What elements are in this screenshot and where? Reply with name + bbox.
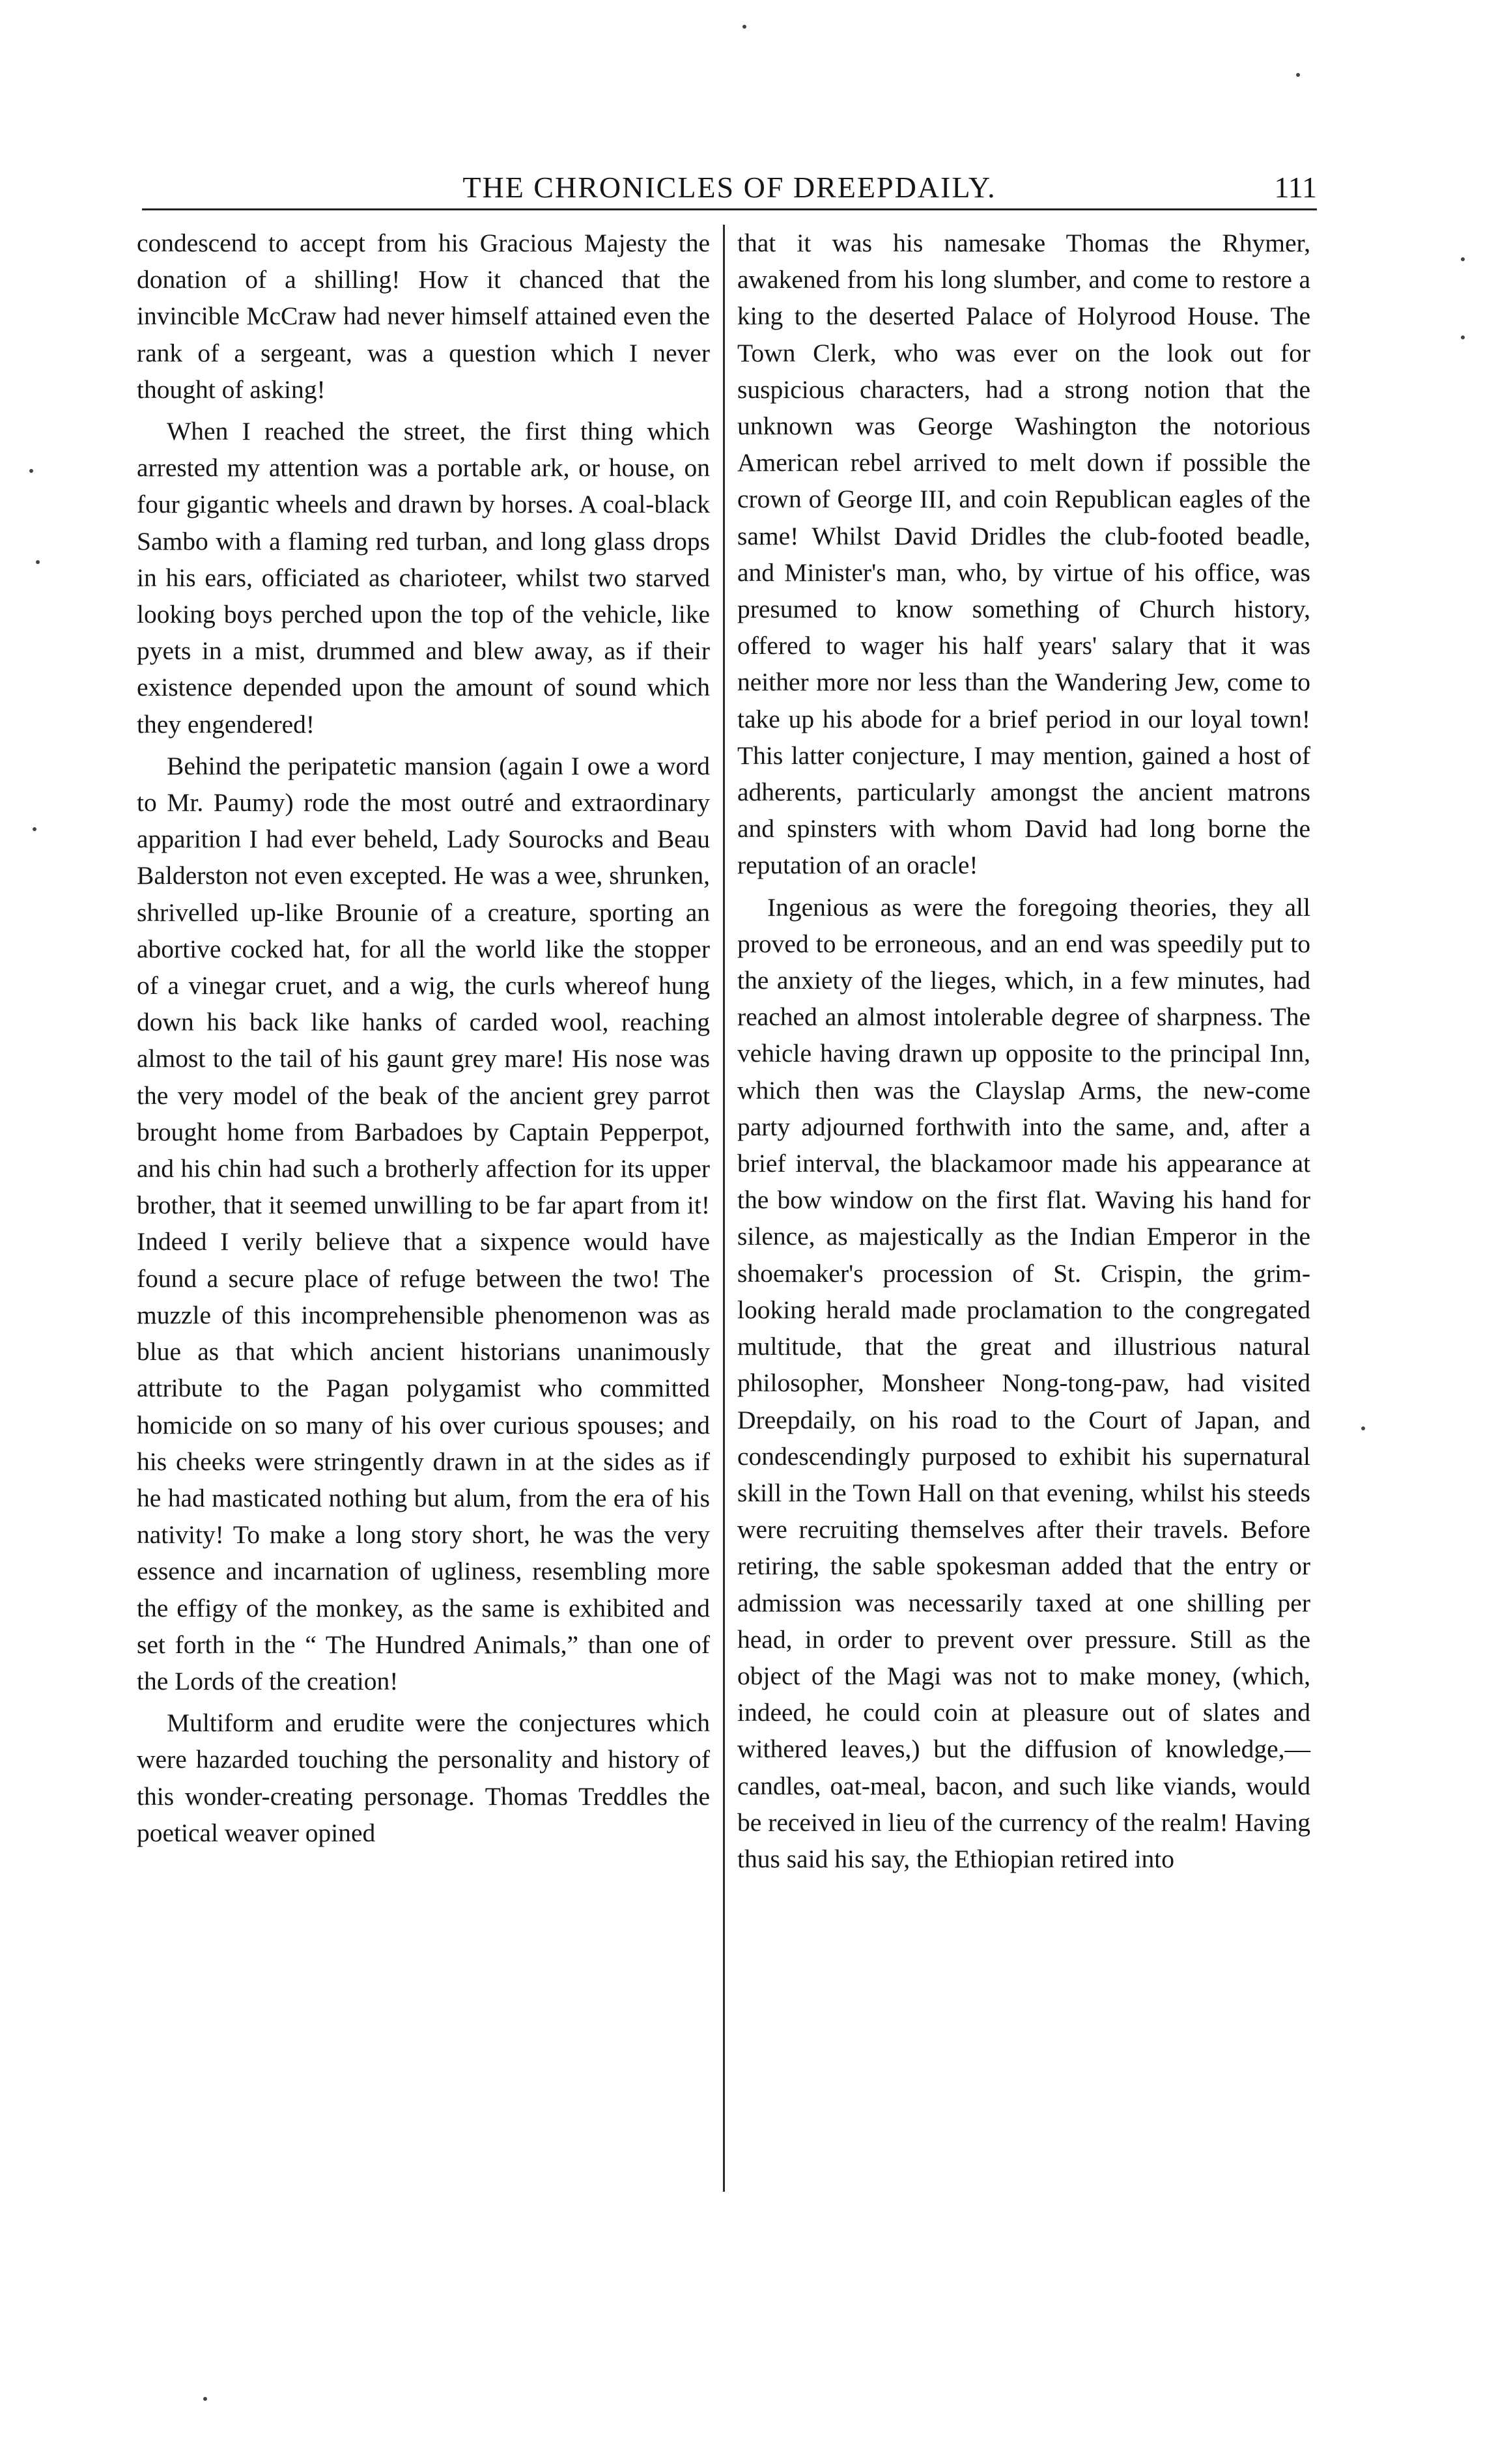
paragraph: that it was his namesake Thomas the Rhymer, awakened from his long slumber, and come to restore a king to the deserted Palace of Holyrood House. The Town Clerk, who was ever on the look out for suspicious characters, had a strong notion that the unknown was George Washington the notorious American rebel arrived to melt down if possible the crown of George III, and coin Republican eagles of the same! Whilst David Dridles the club-footed beadle, and Minister's man, who, by virtue of his office, was presumed to know something of Church history, offered to wager his half years' salary that it was neither more nor less than the Wandering Jew, come to take up his abode for a brief period in our loyal town! This latter conjecture, I may mention, gained a host of adherents, particularly amongst the ancient matrons and spinsters with whom David had long borne the reputation of an oracle! (737, 229, 1310, 880)
running-title: THE CHRONICLES OF DREEPDAILY. (462, 171, 996, 204)
scan-speck (36, 560, 40, 564)
page-number: 111 (1274, 171, 1317, 204)
scan-speck (1461, 257, 1465, 261)
scan-speck (1296, 73, 1300, 77)
paragraph: Ingenious as were the foregoing theories, they all proved to be erroneous, and an end was speedily put to the anxiety of the lieges, which, in a few minutes, had reached an almost intolerable degree of sharpness. The vehicle having drawn up opposite to the principal Inn, which then was the Clayslap Arms, the new-come party adjourned forthwith into the same, and, after a brief interval, the blackamoor made his appearance at the bow window on the first flat. Waving his hand for silence, as majestically as the Indian Emperor in the shoemaker's procession of St. Crispin, the grim-looking herald made proclamation to the congregated multitude, that the great and illustrious natural philosopher, Monsheer Nong-tong-paw, had visited Dreepdaily, on his road to the Court of Japan, and condescendingly purposed to exhibit his supernatural skill in the Town Hall on that evening, whilst his steeds were recruiting themselves after their travels. Before retiring, the sable spokesman added that the entry or admission was necessarily taxed at one shilling per head, in order to prevent over pressure. Still as the object of the Magi was not to make money, (which, indeed, he could coin at pleasure out of slates and withered leaves,) but the diffusion of knowledge,—candles, oat-meal, bacon, and such like viands, would be received in lieu of the currency of the realm! Having thus said his say, the Ethiopian retired into (737, 892, 1310, 1873)
scan-speck (1461, 335, 1465, 339)
right-column (737, 225, 1310, 1877)
paragraph: When I reached the street, the first thing which arrested my attention was a portable ark, or house, on four gigantic wheels and drawn by horses. A coal-black Sambo with a flaming red turban, and long glass drops in his ears, officiated as charioteer, whilst two starved looking boys perched upon the top of the vehicle, like pyets in a mist, drummed and blew away, as if their existence depended upon the amount of sound which they engendered! (137, 417, 710, 739)
header-rule (142, 208, 1317, 210)
paragraph: condescend to accept from his Gracious Majesty the donation of a shilling! How it chanced that the invincible McCraw had never himself attained even the rank of a sergeant, was a question which I never thought of asking! (137, 229, 710, 404)
left-column (137, 225, 710, 1851)
scan-speck (203, 2397, 207, 2401)
column-divider (723, 225, 725, 2192)
page-header (142, 168, 1317, 214)
scan-speck (742, 25, 746, 29)
paragraph: Behind the peripatetic mansion (again I owe a word to Mr. Paumy) rode the most outré and extraordinary apparition I had ever beheld, Lady Sourocks and Beau Balderston not even excepted. He was a wee, shrunken, shrivelled up-like Brounie of a creature, sporting an abortive cocked hat, for all the world like the stopper of a vinegar cruet, and a wig, the curls whereof hung down his back like hanks of carded wool, reaching almost to the tail of his gaunt grey mare! His nose was the very model of the beak of the ancient grey parrot brought home from Barbadoes by Captain Pepperpot, and his chin had such a brotherly affection for its upper brother, that it seemed unwilling to be far apart from it! Indeed I verily believe that a sixpence would have found a secure place of refuge between the two! The muzzle of this incomprehensible phenomenon was as blue as that which ancient historians unanimously attribute to the Pagan polygamist who committed homicide on so many of his over curious spouses; and his cheeks were stringently drawn in at the sides as if he had masticated nothing but alum, from the era of his nativity! To make a long story short, he was the very essence and incarnation of ugliness, resembling more the effigy of the monkey, as the same is exhibited and set forth in the “ The Hundred Animals,” than one of the Lords of the creation! (137, 751, 710, 1695)
scan-speck (33, 827, 36, 831)
scan-speck (1361, 1426, 1365, 1430)
paragraph: Multiform and erudite were the conjectures which were hazarded touching the personality and history of this wonder-creating personage. Thomas Treddles the poetical weaver opined (137, 1708, 710, 1847)
scan-speck (29, 469, 33, 473)
